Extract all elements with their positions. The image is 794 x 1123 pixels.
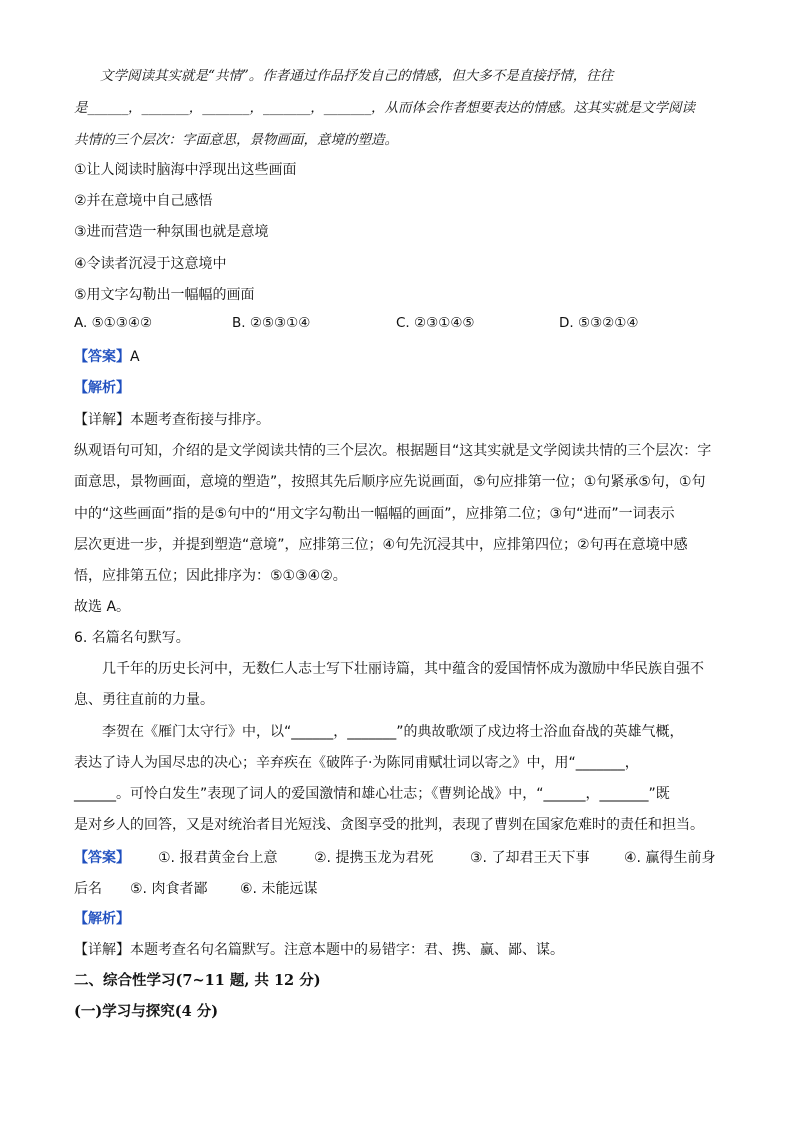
answer-line: [74, 347, 724, 367]
explanation-line-5: 悟，应排第五位；因此排序为：⑤①③④②。: [74, 568, 347, 584]
q6-answer-1: ①. 报君黄金台上意: [158, 850, 278, 866]
q6-paragraph-2-line-4: 是对乡人的回答，又是对统治者目光短浅、贪图享受的批判，表现了曹刿在国家危难时的责任和担当。: [74, 817, 704, 833]
q6-answer-4-wrap: 后名: [74, 881, 102, 897]
question-intro-line-2: 是______，_______，_______，_______，_______，从而体会作者想要表达的情感。这其实就是文学阅读: [74, 100, 695, 116]
question-intro-line-3: 共情的三个层次：字面意思，景物画面，意境的塑造。: [74, 132, 398, 148]
q6-answer-4: ④. 赢得生前身: [624, 850, 716, 866]
q6-answer-2: ②. 提携玉龙为君死: [314, 850, 434, 866]
answer-options: [74, 315, 724, 337]
q6-answer-row-1: [74, 847, 724, 869]
question-intro-line-1: 文学阅读其实就是“共情”。作者通过作品抒发自己的情感，但大多不是直接抒情，往往: [100, 68, 614, 84]
explanation-line-3: 中的“这些画面”指的是⑤句中的“用文字勾勒出一幅幅的画面”，应排第二位；③句“进而”一词表示: [74, 506, 675, 522]
q6-detail-tag: 【详解】: [74, 942, 130, 958]
detail-text: 本题考查衔接与排序。: [130, 412, 270, 428]
q6-paragraph-2-line-2: 表达了诗人为国尽忠的决心；辛弃疾在《破阵子·为陈同甫赋壮词以寄之》中，用“_______，: [74, 755, 639, 771]
detail-line: [74, 410, 724, 430]
q6-analysis-tag: 【解析】: [74, 911, 130, 927]
detail-tag: 【详解】: [74, 412, 130, 428]
section-heading: 二、综合性学习(7~11 题, 共 12 分): [74, 972, 321, 989]
option-b: B. ②⑤③①④: [232, 315, 311, 331]
q6-detail-line: [74, 940, 724, 960]
q6-paragraph-1-line-2: 息、勇往直前的力量。: [74, 692, 214, 708]
q6-paragraph-2-line-1: 李贺在《雁门太守行》中，以“______，_______”的典故歌颂了戍边将士浴血奋战的英雄气概，: [102, 724, 684, 740]
conclusion-line: 故选 A。: [74, 599, 131, 615]
option-c: C. ②③①④⑤: [396, 315, 475, 331]
sentence-item-2: ②并在意境中自己感悟: [74, 193, 213, 209]
q6-answer-tag: 【答案】: [74, 850, 130, 866]
sentence-item-3: ③进而营造一种氛围也就是意境: [74, 224, 269, 240]
q6-answer-5: ⑤. 肉食者鄙: [130, 881, 208, 897]
q6-answer-row-2: [74, 878, 724, 900]
sentence-item-5: ⑤用文字勾勒出一幅幅的画面: [74, 287, 255, 303]
option-a: A. ⑤①③④②: [74, 315, 153, 331]
explanation-line-4: 层次更进一步，并提到塑造“意境”，应排第三位；④句先沉浸其中，应排第四位；②句再在意境中感: [74, 537, 688, 553]
explanation-line-1: 纵观语句可知，介绍的是文学阅读共情的三个层次。根据题目“这其实就是文学阅读共情的三个层次：字: [74, 443, 712, 459]
explanation-line-2: 面意思，景物画面，意境的塑造”，按照其先后顺序应先说画面，⑤句应排第一位；①句紧承⑤句，①句: [74, 474, 706, 490]
analysis-line: [74, 378, 724, 398]
answer-value: A: [130, 349, 140, 365]
q6-detail-text: 本题考查名句名篇默写。注意本题中的易错字：君、携、赢、鄙、谋。: [130, 942, 564, 958]
q6-paragraph-1-line-1: 几千年的历史长河中，无数仁人志士写下壮丽诗篇，其中蕴含的爱国情怀成为激励中华民族自强不: [102, 661, 704, 677]
option-d: D. ⑤③②①④: [559, 315, 639, 331]
sentence-item-4: ④令读者沉浸于这意境中: [74, 256, 227, 272]
section-subheading: (一)学习与探究(4 分): [74, 1003, 219, 1020]
sentence-item-1: ①让人阅读时脑海中浮现出这些画面: [74, 162, 297, 178]
analysis-tag: 【解析】: [74, 380, 130, 396]
q6-answer-6: ⑥. 未能远谋: [240, 881, 318, 897]
q6-paragraph-2-line-3: ______。可怜白发生”表现了词人的爱国激情和雄心壮志；《曹刿论战》中，“______，_______”既: [74, 786, 670, 802]
question-6-title: 6. 名篇名句默写。: [74, 630, 190, 646]
q6-answer-3: ③. 了却君王天下事: [470, 850, 590, 866]
answer-tag: 【答案】: [74, 349, 130, 365]
q6-analysis-line: [74, 909, 724, 929]
